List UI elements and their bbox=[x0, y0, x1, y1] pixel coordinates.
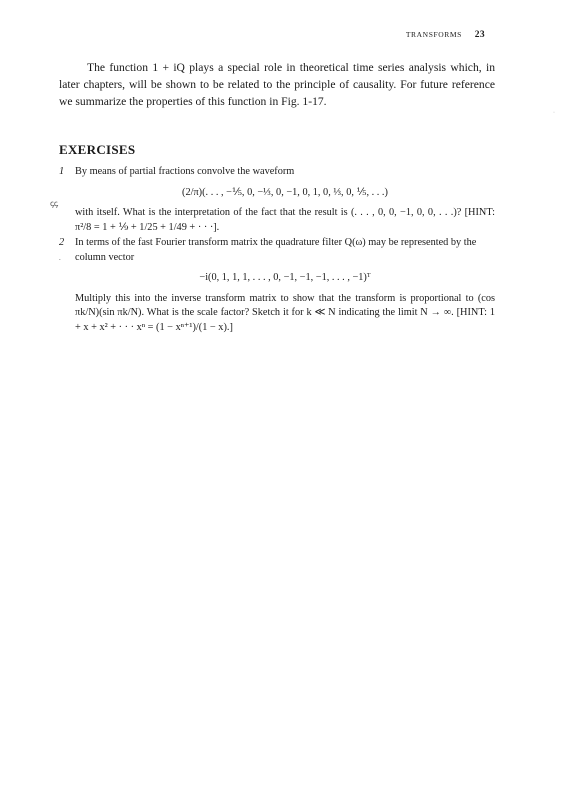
exercise-2 bbox=[59, 236, 495, 336]
exercise-1-text: By means of partial fractions convolve the waveform bbox=[75, 166, 295, 177]
exercise-1-equation: (2/π)(. . . , −⅕, 0, −⅓, 0, −1, 0, 1, 0, ⅓, 0, ⅕, . . .) bbox=[182, 186, 388, 198]
scan-speck: · bbox=[553, 110, 555, 116]
exercise-2-continuation: Multiply this into the inverse transform matrix to show that the transform is proportional to (cos πk/N)(sin πk/N). What is the scale factor? Sketch it for k ≪ N indicating the limit N → ∞. [HINT: 1 + x + x² + · · · xⁿ = (1 − xⁿ⁺¹)/(1 − x).] bbox=[75, 292, 495, 333]
exercise-1-number: 1 bbox=[59, 166, 65, 177]
exercise-2-number: 2 bbox=[59, 237, 65, 248]
exercises-heading: EXERCISES bbox=[59, 142, 136, 157]
exercise-2-equation: −i(0, 1, 1, 1, . . . , 0, −1, −1, −1, . . . , −1)ᵀ bbox=[199, 272, 371, 284]
margin-dot: . bbox=[59, 254, 61, 262]
running-header-title: TRANSFORMS bbox=[405, 30, 462, 39]
exercise-1-continuation: with itself. What is the interpretation of the fact that the result is (. . . , 0, 0, −1, 0, 0, . . .)? [HINT: π²/8 = 1 + ⅑ + 1/25 + 1/49 + · · ·]. bbox=[75, 207, 495, 233]
margin-mark: ꞔ.ꞔ. bbox=[50, 199, 58, 208]
exercise-2-text: In terms of the fast Fourier transform matrix the quadrature filter Q(ω) may be represented by the column vector bbox=[75, 237, 477, 263]
page-number: 23 bbox=[474, 30, 485, 40]
exercise-1 bbox=[59, 165, 495, 235]
intro-paragraph bbox=[59, 60, 495, 110]
intro-text: The function 1 + iQ plays a special role in theoretical time series analysis which, in later chapters, will be shown to be related to the principle of causality. For future reference we summarize the properties of this function in Fig. 1-17. bbox=[59, 61, 495, 108]
running-header bbox=[406, 30, 485, 40]
